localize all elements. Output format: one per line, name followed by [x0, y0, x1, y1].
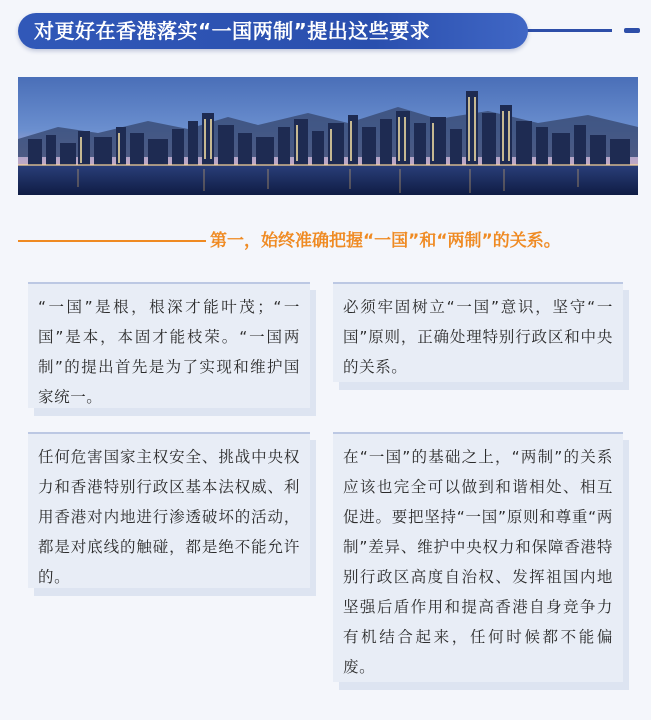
- point-card-2: [333, 282, 623, 382]
- section-decor-line: [18, 240, 206, 242]
- point-card-text: 必须牢固树立“一国”意识，坚守“一国”原则，正确处理特别行政区和中央的关系。: [343, 298, 613, 376]
- point-card-3: [28, 432, 310, 588]
- point-card-4: [333, 432, 623, 682]
- hong-kong-skyline-photo: [18, 77, 638, 195]
- skyline-illustration: [18, 77, 638, 195]
- title-bar: [0, 13, 651, 49]
- point-card-text: 任何危害国家主权安全、挑战中央权力和香港特别行政区基本法权威、利用香港对内地进行渗透破坏的活动，都是对底线的触碰，都是绝不能允许的。: [38, 448, 300, 586]
- page-title: 对更好在香港落实“一国两制”提出这些要求: [18, 13, 528, 49]
- title-decor-line: [520, 29, 612, 32]
- section-heading: [0, 228, 651, 254]
- title-decor-end: [624, 28, 640, 33]
- point-card-1: [28, 282, 310, 408]
- section-title: 第一，始终准确把握“一国”和“两制”的关系。: [210, 231, 561, 251]
- point-card-text: “一国”是根，根深才能叶茂；“一国”是本，本固才能枝荣。“一国两制”的提出首先是为了实现和维护国家统一。: [38, 298, 300, 406]
- point-card-text: 在“一国”的基础之上，“两制”的关系应该也完全可以做到和谐相处、相互促进。要把坚持“一国”原则和尊重“两制”差异、维护中央权力和保障香港特别行政区高度自治权、发挥祖国内地坚强后盾作用和提高香港自身竞争力有机结合起来，任何时候都不能偏废。: [343, 448, 613, 676]
